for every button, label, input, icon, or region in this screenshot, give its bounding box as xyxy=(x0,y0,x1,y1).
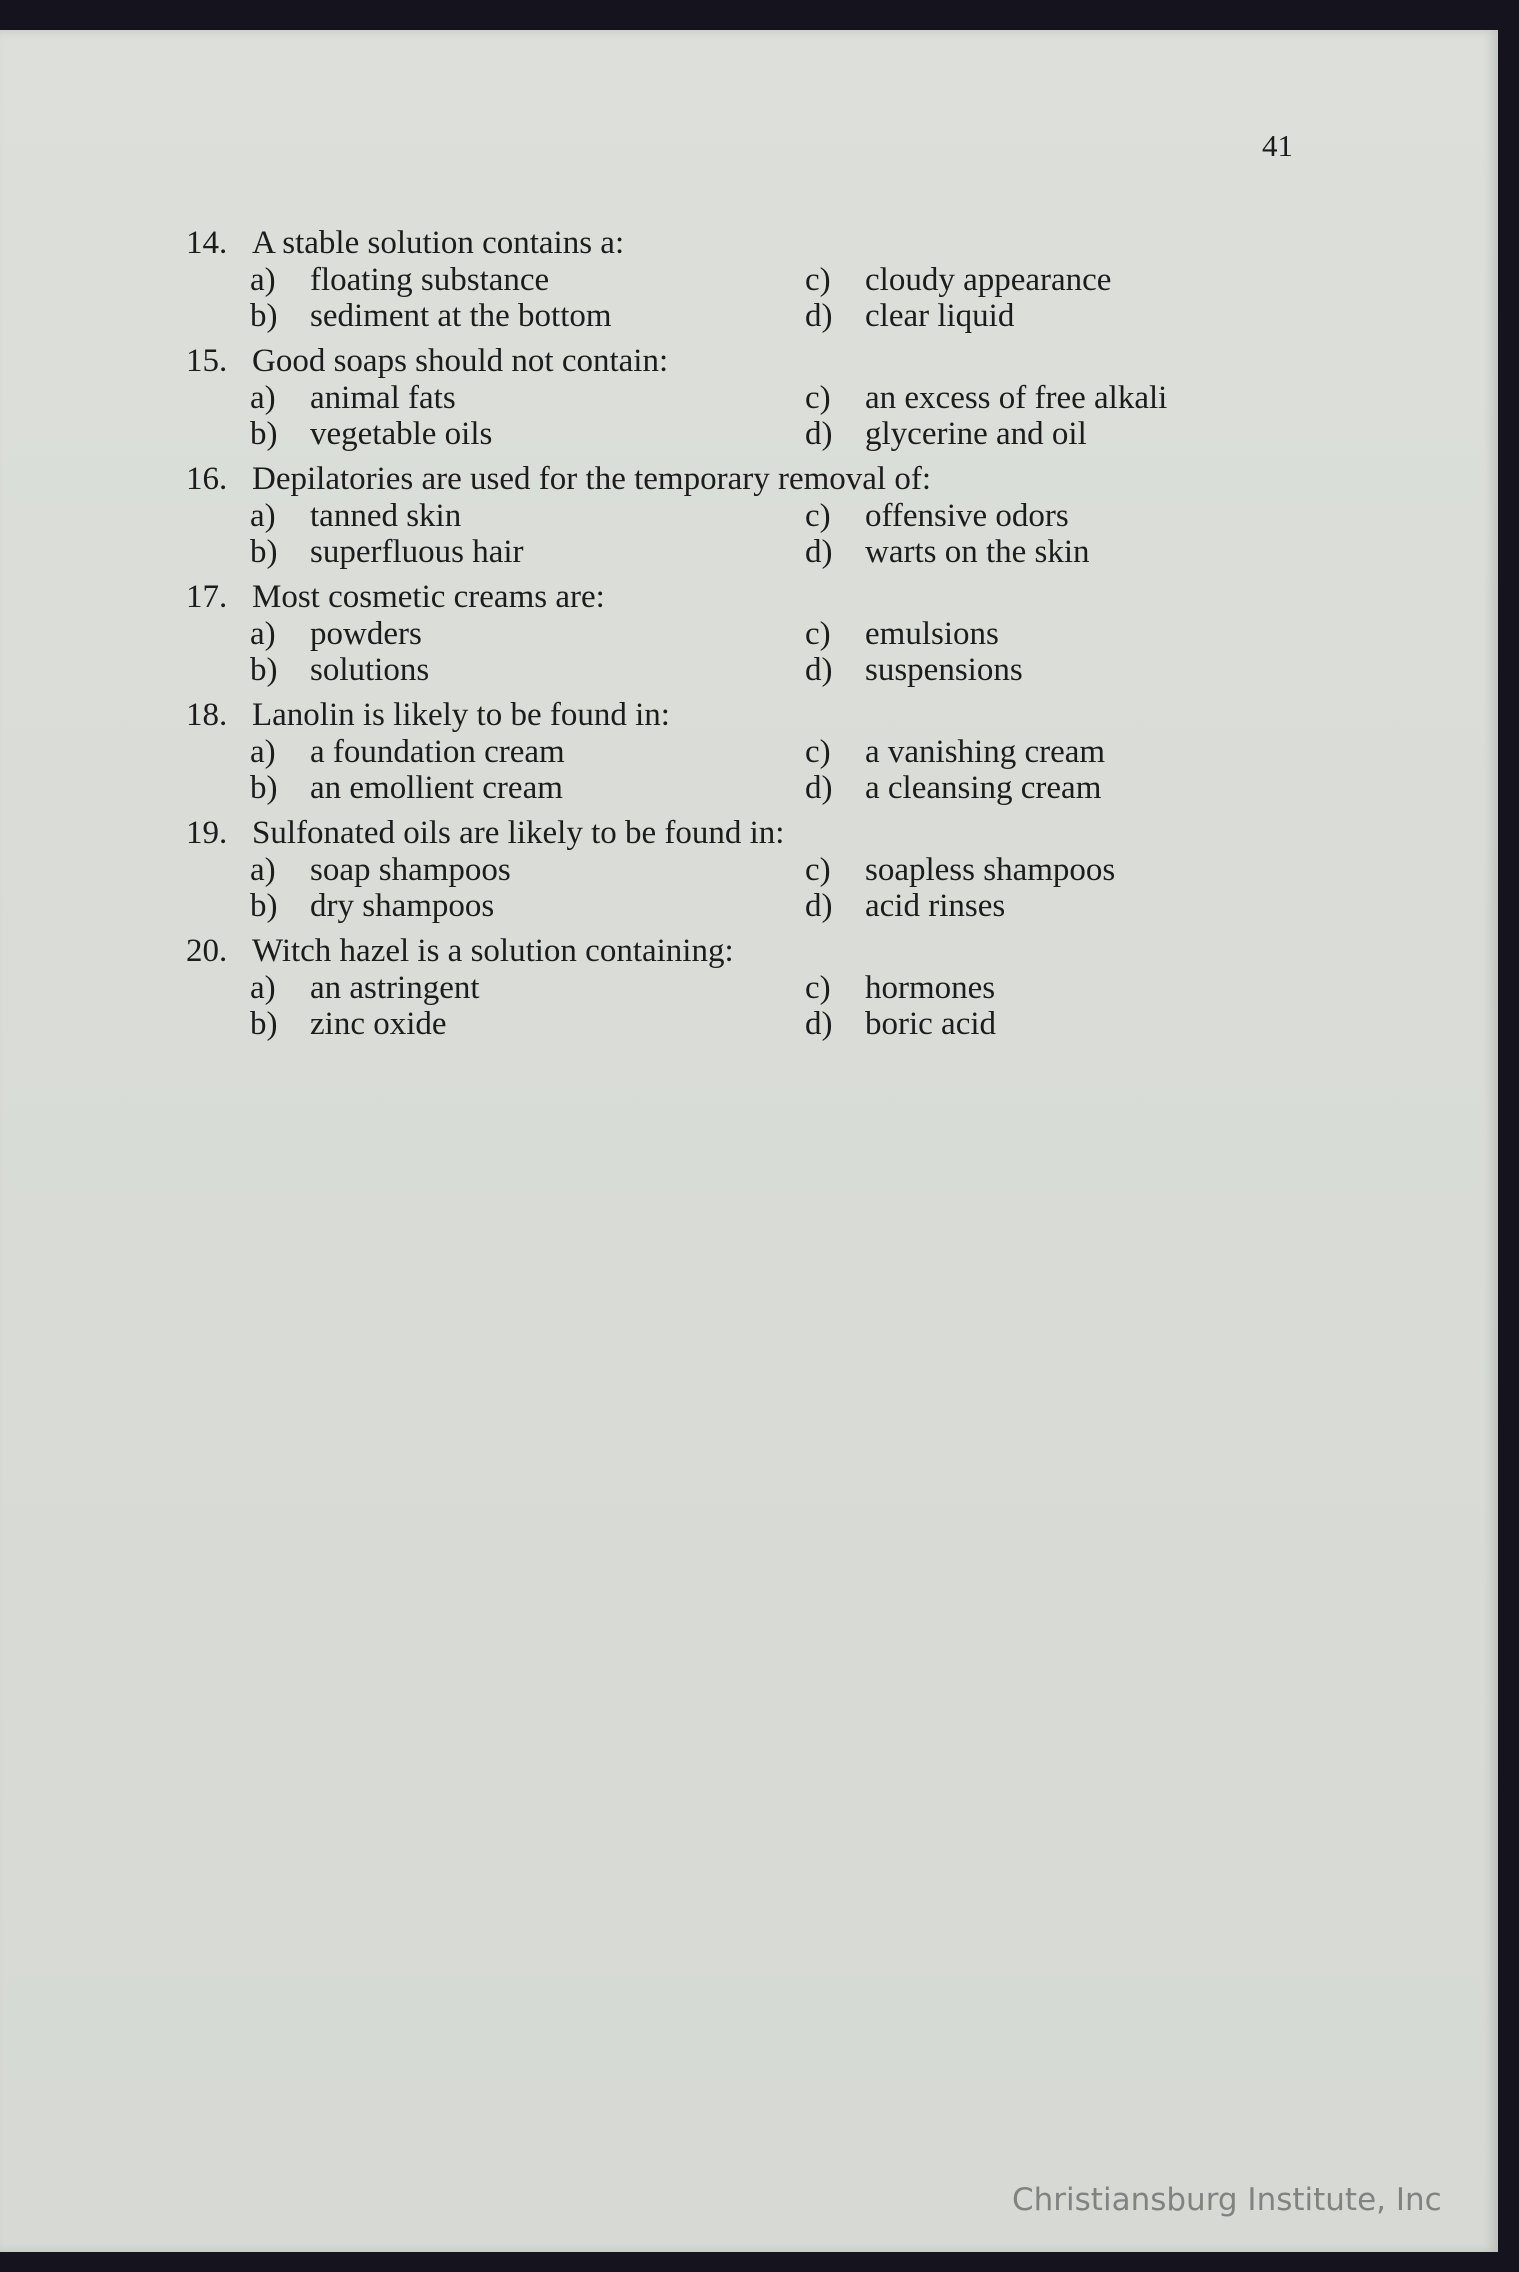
option-text: soap shampoos xyxy=(310,852,511,888)
question-text: Good soaps should not contain: xyxy=(252,343,669,379)
option-letter: c) xyxy=(805,262,831,298)
question-number: 15. xyxy=(186,343,228,379)
option-letter: b) xyxy=(250,534,278,570)
option-d xyxy=(805,416,1265,452)
option-letter: b) xyxy=(250,652,278,688)
option-b xyxy=(250,416,805,452)
question-19 xyxy=(186,814,1266,924)
option-d xyxy=(805,298,1265,334)
question-number: 18. xyxy=(186,697,228,733)
option-a xyxy=(250,262,805,298)
answer-options xyxy=(250,970,1266,1042)
option-letter: d) xyxy=(805,298,833,334)
question-stem xyxy=(186,342,1266,380)
page-number: 41 xyxy=(1262,128,1293,163)
question-list xyxy=(186,224,1266,1050)
question-number: 14. xyxy=(186,225,228,261)
option-letter: a) xyxy=(250,616,276,652)
question-number: 20. xyxy=(186,933,228,969)
option-text: solutions xyxy=(310,652,430,688)
option-text: hormones xyxy=(865,970,996,1006)
option-text: sediment at the bottom xyxy=(310,298,612,334)
option-b xyxy=(250,888,805,924)
option-text: clear liquid xyxy=(865,298,1015,334)
option-letter: c) xyxy=(805,380,831,416)
option-text: an excess of free alkali xyxy=(865,380,1168,416)
question-number: 16. xyxy=(186,461,228,497)
question-stem xyxy=(186,932,1266,970)
answer-options xyxy=(250,734,1266,806)
option-d xyxy=(805,888,1265,924)
option-letter: d) xyxy=(805,888,833,924)
option-b xyxy=(250,652,805,688)
option-c xyxy=(805,852,1265,888)
question-stem xyxy=(186,696,1266,734)
option-letter: c) xyxy=(805,734,831,770)
option-text: dry shampoos xyxy=(310,888,495,924)
question-text: A stable solution contains a: xyxy=(252,225,625,261)
option-letter: c) xyxy=(805,970,831,1006)
option-letter: b) xyxy=(250,1006,278,1042)
option-text: boric acid xyxy=(865,1006,997,1042)
option-letter: c) xyxy=(805,498,831,534)
question-stem xyxy=(186,814,1266,852)
option-text: floating substance xyxy=(310,262,550,298)
option-text: vegetable oils xyxy=(310,416,493,452)
option-c xyxy=(805,262,1265,298)
option-text: suspensions xyxy=(865,652,1023,688)
option-a xyxy=(250,380,805,416)
option-letter: a) xyxy=(250,498,276,534)
option-letter: b) xyxy=(250,298,278,334)
option-letter: b) xyxy=(250,770,278,806)
option-letter: d) xyxy=(805,1006,833,1042)
option-text: superfluous hair xyxy=(310,534,524,570)
question-18 xyxy=(186,696,1266,806)
option-text: warts on the skin xyxy=(865,534,1090,570)
option-b xyxy=(250,1006,805,1042)
option-letter: c) xyxy=(805,616,831,652)
question-stem xyxy=(186,460,1266,498)
answer-options xyxy=(250,498,1266,570)
option-a xyxy=(250,970,805,1006)
answer-options xyxy=(250,262,1266,334)
question-number: 19. xyxy=(186,815,228,851)
option-text: emulsions xyxy=(865,616,999,652)
option-c xyxy=(805,380,1265,416)
option-letter: d) xyxy=(805,534,833,570)
option-d xyxy=(805,1006,1265,1042)
question-14 xyxy=(186,224,1266,334)
option-d xyxy=(805,534,1265,570)
option-text: an astringent xyxy=(310,970,480,1006)
option-letter: d) xyxy=(805,770,833,806)
option-c xyxy=(805,734,1265,770)
option-letter: c) xyxy=(805,852,831,888)
option-c xyxy=(805,970,1265,1006)
question-text: Sulfonated oils are likely to be found in: xyxy=(252,815,785,851)
option-b xyxy=(250,770,805,806)
option-letter: a) xyxy=(250,970,276,1006)
option-text: a cleansing cream xyxy=(865,770,1102,806)
option-text: soapless shampoos xyxy=(865,852,1116,888)
option-letter: a) xyxy=(250,734,276,770)
option-letter: a) xyxy=(250,262,276,298)
question-16 xyxy=(186,460,1266,570)
option-text: a vanishing cream xyxy=(865,734,1106,770)
question-17 xyxy=(186,578,1266,688)
option-b xyxy=(250,534,805,570)
option-text: cloudy appearance xyxy=(865,262,1112,298)
option-a xyxy=(250,734,805,770)
question-text: Depilatories are used for the temporary removal of: xyxy=(252,461,931,497)
option-b xyxy=(250,298,805,334)
option-text: animal fats xyxy=(310,380,456,416)
question-15 xyxy=(186,342,1266,452)
option-letter: a) xyxy=(250,380,276,416)
option-text: a foundation cream xyxy=(310,734,565,770)
option-text: tanned skin xyxy=(310,498,462,534)
option-a xyxy=(250,498,805,534)
answer-options xyxy=(250,616,1266,688)
question-stem xyxy=(186,224,1266,262)
option-text: acid rinses xyxy=(865,888,1006,924)
option-letter: a) xyxy=(250,852,276,888)
question-text: Lanolin is likely to be found in: xyxy=(252,697,670,733)
question-text: Most cosmetic creams are: xyxy=(252,579,605,615)
option-c xyxy=(805,616,1265,652)
option-d xyxy=(805,652,1265,688)
question-number: 17. xyxy=(186,579,228,615)
option-text: offensive odors xyxy=(865,498,1069,534)
option-d xyxy=(805,770,1265,806)
option-a xyxy=(250,616,805,652)
option-letter: d) xyxy=(805,416,833,452)
question-stem xyxy=(186,578,1266,616)
question-20 xyxy=(186,932,1266,1042)
option-text: zinc oxide xyxy=(310,1006,447,1042)
watermark: Christiansburg Institute, Inc xyxy=(1012,2182,1442,2218)
option-text: powders xyxy=(310,616,422,652)
option-letter: b) xyxy=(250,888,278,924)
option-letter: d) xyxy=(805,652,833,688)
option-letter: b) xyxy=(250,416,278,452)
option-text: glycerine and oil xyxy=(865,416,1087,452)
option-text: an emollient cream xyxy=(310,770,563,806)
answer-options xyxy=(250,380,1266,452)
page-sheet xyxy=(0,30,1498,2252)
answer-options xyxy=(250,852,1266,924)
question-text: Witch hazel is a solution containing: xyxy=(252,933,734,969)
option-c xyxy=(805,498,1265,534)
option-a xyxy=(250,852,805,888)
